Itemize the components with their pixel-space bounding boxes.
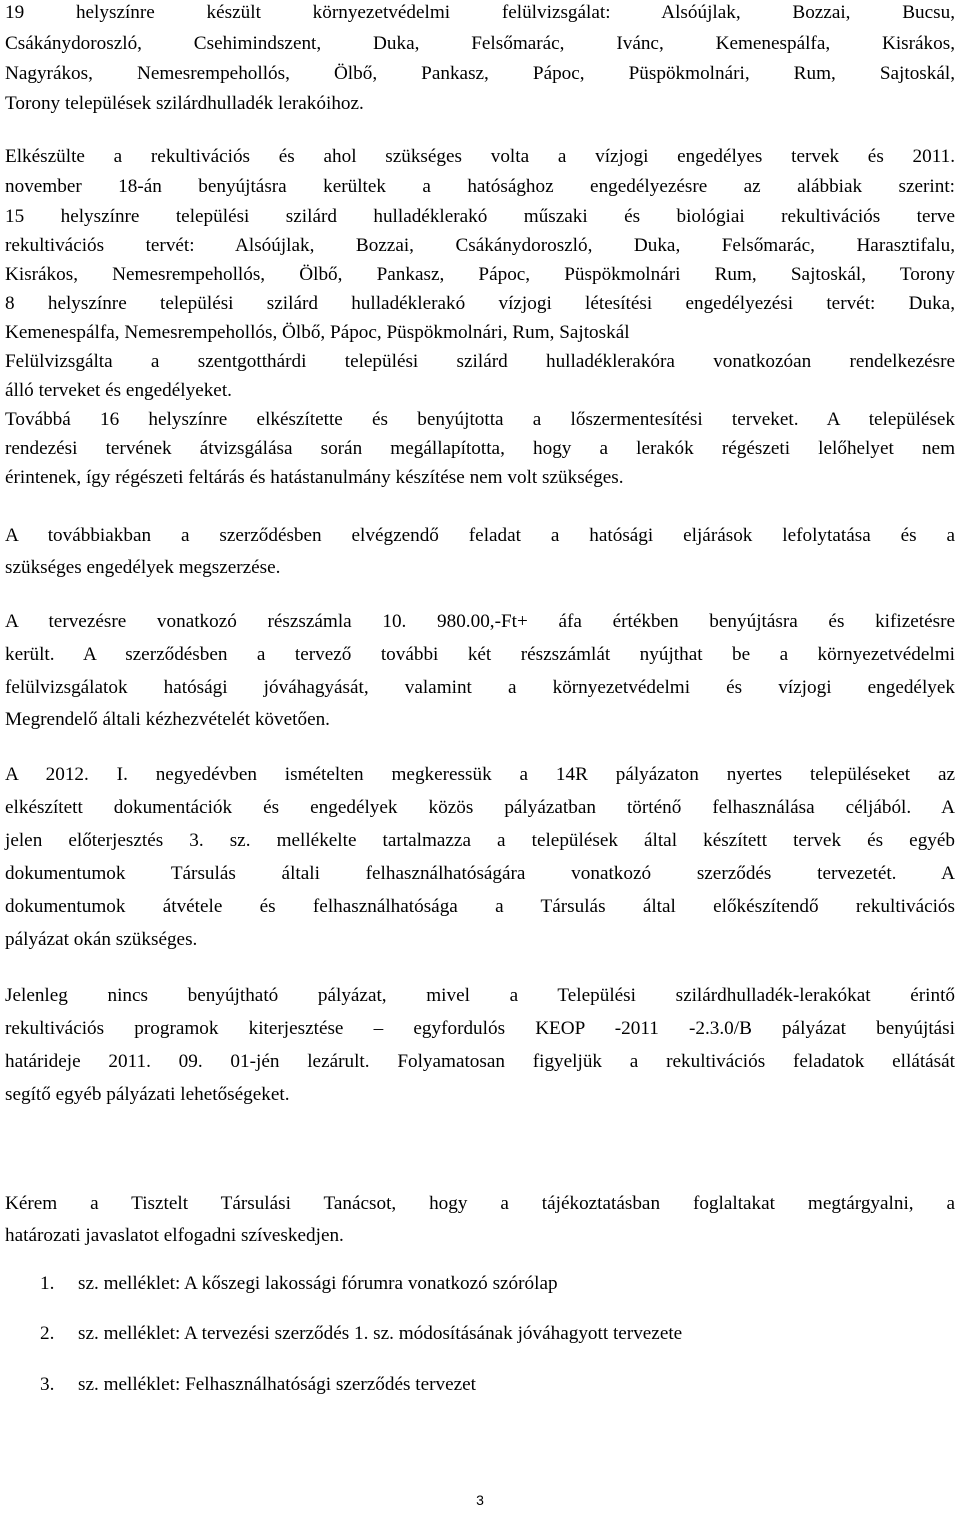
text-line: 15 helyszínre települési szilárd hulladéklerakó műszaki és biológiai rekultivációs terve — [5, 206, 955, 227]
text-line: Csákánydoroszló, Csehimindszent, Duka, Felsőmarác, Ivánc, Kemenespálfa, Kisrákos, — [5, 33, 955, 54]
text-line: Elkészülte a rekultivációs és ahol szükséges volta a vízjogi engedélyes tervek és 2011. — [5, 146, 955, 167]
list-text: sz. melléklet: A tervezési szerződés 1. sz. módosításának jóváhagyott tervezete — [78, 1323, 683, 1344]
list-number: 2. — [40, 1323, 55, 1344]
text-line: A 2012. I. negyedévben ismételten megkeressük a 14R pályázaton nyertes településeket az — [5, 764, 955, 785]
text-line: szükséges engedélyek megszerzése. — [5, 557, 281, 578]
text-line: 19 helyszínre készült környezetvédelmi felülvizsgálat: Alsóújlak, Bozzai, Bucsu, — [5, 2, 955, 23]
text-line: dokumentumok Társulás általi felhasználhatóságára vonatkozó szerződés tervezetét. A — [5, 863, 955, 884]
list-item — [40, 1322, 682, 1346]
text-line: elkészített dokumentációk és engedélyek közös pályázatban történő felhasználása céljából. A — [5, 797, 955, 818]
text-line: határideje 2011. 09. 01-jén lezárult. Folyamatosan figyeljük a rekultivációs feladatok ellátását — [5, 1051, 955, 1072]
text-line: 8 helyszínre települési szilárd hulladéklerakó vízjogi létesítési engedélyezési tervét: Duka, — [5, 293, 955, 314]
text-line: Nagyrákos, Nemesrempehollós, Ölbő, Pankasz, Pápoc, Püspökmolnári, Rum, Sajtoskál, — [5, 63, 955, 84]
text-line: Torony települések szilárdhulladék lerakóihoz. — [5, 93, 364, 114]
text-line: dokumentumok átvétele és felhasználhatósága a Társulás által előkészítendő rekultivációs — [5, 896, 955, 917]
text-line: jelen előterjesztés 3. sz. mellékelte tartalmazza a települések által készített tervek és egyéb — [5, 830, 955, 851]
text-line: Kisrákos, Nemesrempehollós, Ölbő, Pankasz, Pápoc, Püspökmolnári Rum, Sajtoskál, Torony — [5, 264, 955, 285]
text-line: álló terveket és engedélyeket. — [5, 380, 232, 401]
text-line: érintenek, így régészeti feltárás és hatástanulmány készítése nem volt szükséges. — [5, 467, 624, 488]
text-line: rendezési tervének átvizsgálása során megállapította, hogy a lerakók régészeti lelőhelyet nem — [5, 438, 955, 459]
text-line: rekultivációs programok kiterjesztése – egyfordulós KEOP -2011 -2.3.0/B pályázat benyújtási — [5, 1018, 955, 1039]
text-line: Felülvizsgálta a szentgotthárdi települési szilárd hulladéklerakóra vonatkozóan rendelkezésre — [5, 351, 955, 372]
text-line: november 18-án benyújtásra kerültek a hatósághoz engedélyezésre az alábbiak szerint: — [5, 176, 955, 197]
text-line: A tervezésre vonatkozó részszámla 10. 980.00,-Ft+ áfa értékben benyújtásra és kifizetésre — [5, 611, 955, 632]
list-number: 3. — [40, 1374, 55, 1395]
text-line: határozati javaslatot elfogadni szíveskedjen. — [5, 1225, 344, 1246]
list-text: sz. melléklet: A kőszegi lakossági fórumra vonatkozó szórólap — [78, 1273, 558, 1294]
list-text: sz. melléklet: Felhasználhatósági szerződés tervezet — [78, 1374, 476, 1395]
text-line: rekultivációs tervét: Alsóújlak, Bozzai, Csákánydoroszló, Duka, Felsőmarác, Harasztifalu, — [5, 235, 955, 256]
text-line: Kérem a Tisztelt Társulási Tanácsot, hogy a tájékoztatásban foglaltakat megtárgyalni, a — [5, 1193, 955, 1214]
text-line: Megrendelő általi kézhezvételét követően. — [5, 709, 330, 730]
list-item — [40, 1272, 558, 1296]
list-number: 1. — [40, 1273, 55, 1294]
text-line: A továbbiakban a szerződésben elvégzendő feladat a hatósági eljárások lefolytatása és a — [5, 525, 955, 546]
text-line: segítő egyéb pályázati lehetőségeket. — [5, 1084, 290, 1105]
text-line: felülvizsgálatok hatósági jóváhagyását, valamint a környezetvédelmi és vízjogi engedélyek — [5, 677, 955, 698]
text-line: Kemenespálfa, Nemesrempehollós, Ölbő, Pápoc, Püspökmolnári, Rum, Sajtoskál — [5, 322, 630, 343]
text-line: került. A szerződésben a tervező további két részszámlát nyújthat be a környezetvédelmi — [5, 644, 955, 665]
list-item — [40, 1373, 476, 1397]
page-number: 3 — [476, 1492, 484, 1508]
text-line: Továbbá 16 helyszínre elkészítette és benyújtotta a lőszermentesítési terveket. A települések — [5, 409, 955, 430]
text-line: pályázat okán szükséges. — [5, 929, 198, 950]
text-line: Jelenleg nincs benyújtható pályázat, mivel a Települési szilárdhulladék-lerakókat érintő — [5, 985, 955, 1006]
